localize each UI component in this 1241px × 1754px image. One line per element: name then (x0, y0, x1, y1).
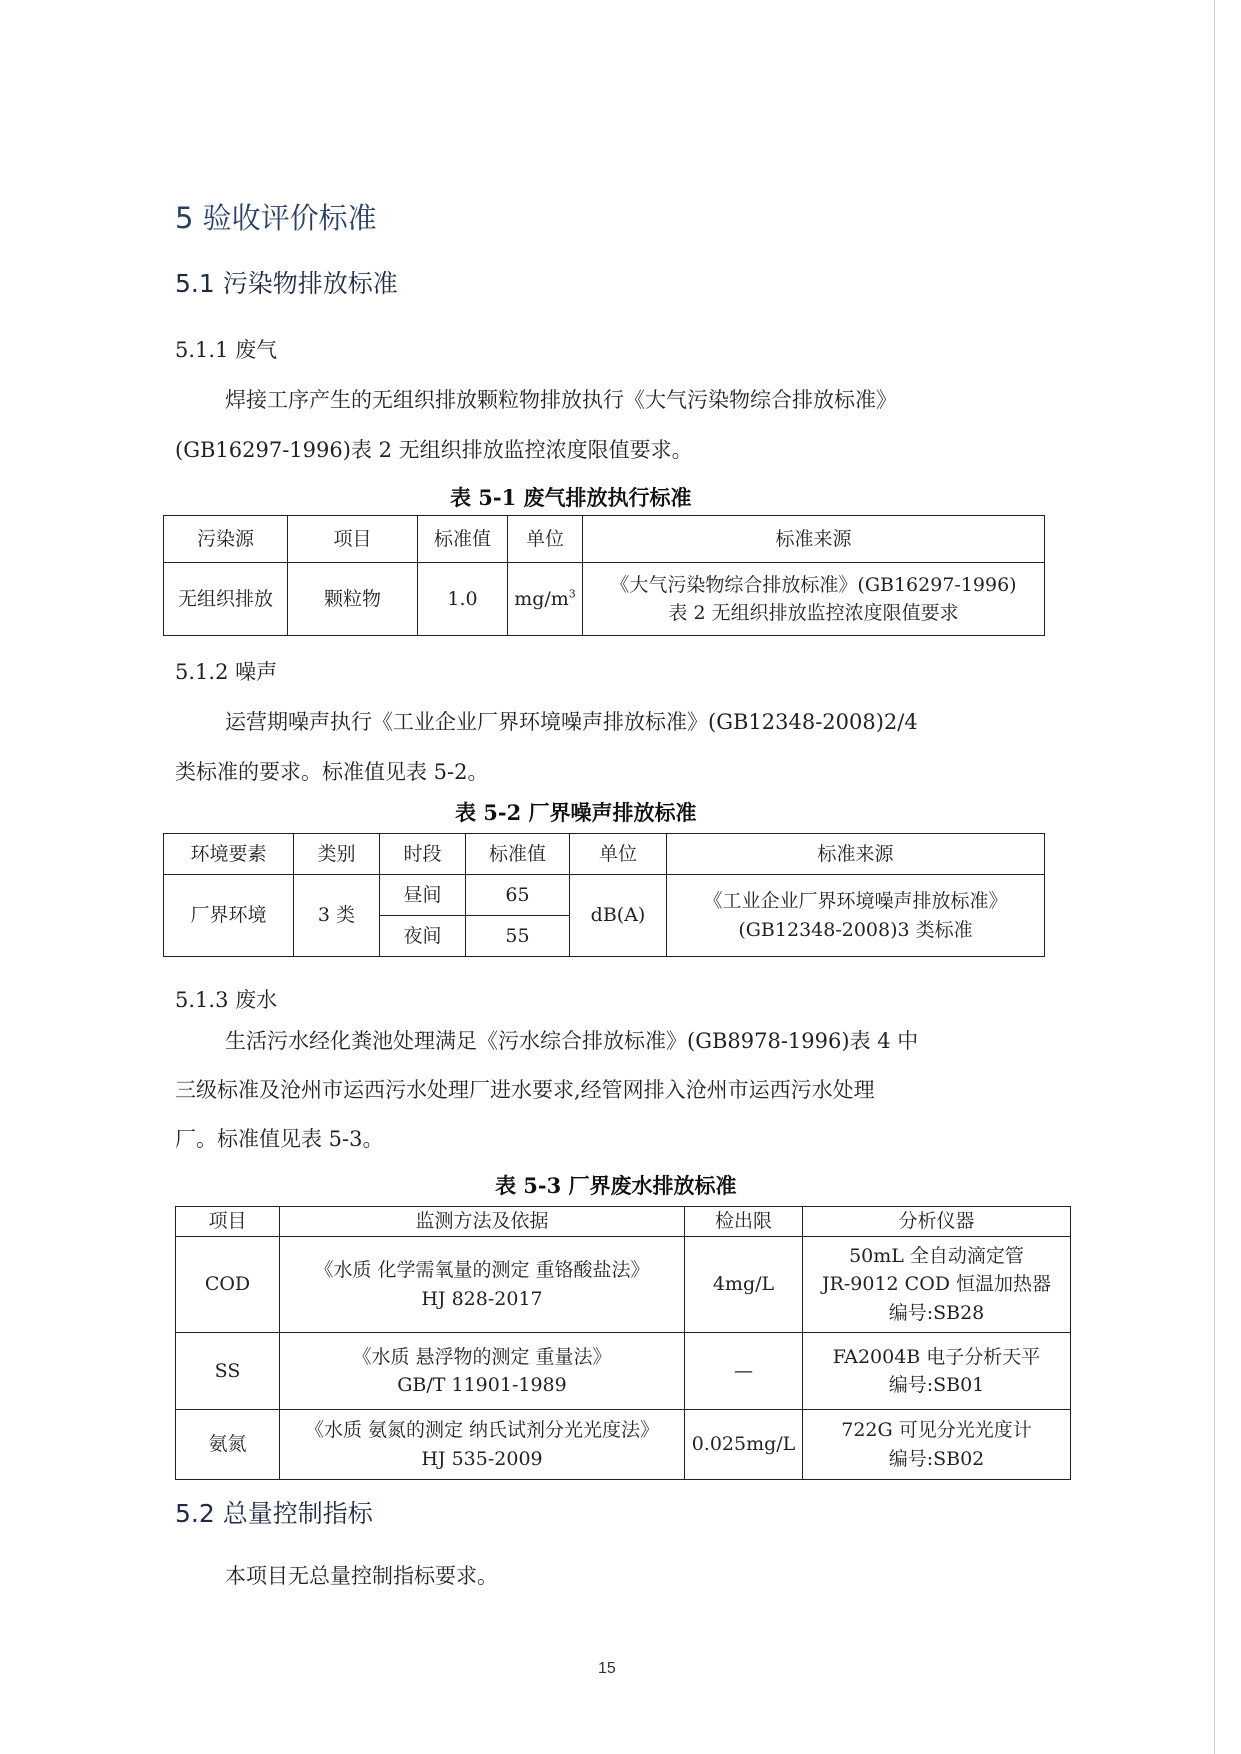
cell-item: COD (176, 1237, 280, 1333)
cell-unit: dB(A) (570, 875, 667, 957)
cell-unit (508, 563, 583, 636)
paragraph-waste-gas-line1: 焊接工序产生的无组织排放颗粒物排放执行《大气污染物综合排放标准》 (225, 388, 897, 412)
section-5-heading: 5 验收评价标准 (175, 201, 377, 235)
table-row (176, 1410, 1071, 1480)
standard-line2: (GB12348-2008)3 类标准 (738, 918, 973, 941)
cell-value: 65 (466, 875, 570, 916)
paragraph-total-control: 本项目无总量控制指标要求。 (225, 1564, 498, 1588)
instrument-line2: 编号:SB01 (888, 1374, 985, 1396)
header-cell: 环境要素 (164, 834, 294, 875)
section-5-1-3-heading: 5.1.3 废水 (175, 988, 278, 1012)
table-header-row (176, 1207, 1071, 1237)
instrument-line1: 50mL 全自动滴定管 (849, 1244, 1024, 1267)
page-edge-line (1214, 0, 1215, 1754)
cell-limit: — (685, 1333, 803, 1410)
section-5-1-1-heading: 5.1.1 废气 (175, 338, 278, 362)
header-cell: 监测方法及依据 (280, 1207, 685, 1237)
section-5-1-2-heading: 5.1.2 噪声 (175, 660, 278, 684)
table-row (164, 563, 1045, 636)
header-cell: 标准来源 (583, 516, 1045, 563)
header-cell: 单位 (508, 516, 583, 563)
cell-value: 1.0 (418, 563, 508, 636)
cell-period: 夜间 (380, 916, 466, 957)
unit-superscript: 3 (568, 587, 576, 601)
method-line2: HJ 535-2009 (421, 1447, 543, 1470)
cell-limit: 4mg/L (685, 1237, 803, 1333)
cell-method (280, 1237, 685, 1333)
header-cell: 时段 (380, 834, 466, 875)
header-cell: 污染源 (164, 516, 288, 563)
cell-element: 厂界环境 (164, 875, 294, 957)
cell-method (280, 1410, 685, 1480)
table-header-row (164, 516, 1045, 563)
header-cell: 项目 (288, 516, 418, 563)
header-cell: 分析仪器 (803, 1207, 1071, 1237)
standard-line2: 表 2 无组织排放监控浓度限值要求 (668, 602, 959, 624)
paragraph-noise-line2: 类标准的要求。标准值见表 5-2。 (175, 760, 489, 784)
table-5-2-caption: 表 5-2 厂界噪声排放标准 (455, 800, 697, 825)
cell-period: 昼间 (380, 875, 466, 916)
table-row (176, 1333, 1071, 1410)
instrument-line2: 编号:SB02 (888, 1447, 985, 1470)
paragraph-wastewater-line3: 厂。标准值见表 5-3。 (175, 1127, 384, 1151)
table-5-1-caption: 表 5-1 废气排放执行标准 (450, 485, 692, 510)
cell-standard (583, 563, 1045, 636)
cell-instrument (803, 1333, 1071, 1410)
header-cell: 标准值 (466, 834, 570, 875)
instrument-line1: 722G 可见分光光度计 (841, 1419, 1032, 1441)
table-5-2 (163, 833, 1045, 957)
instrument-line1: FA2004B 电子分析天平 (832, 1345, 1041, 1368)
header-cell: 单位 (570, 834, 667, 875)
header-cell: 项目 (176, 1207, 280, 1237)
header-cell: 类别 (294, 834, 380, 875)
standard-line1: 《工业企业厂界环境噪声排放标准》 (703, 890, 1008, 912)
cell-value: 55 (466, 916, 570, 957)
section-5-1-heading: 5.1 污染物排放标准 (175, 269, 398, 298)
header-cell: 标准值 (418, 516, 508, 563)
header-cell: 检出限 (685, 1207, 803, 1237)
table-row (164, 875, 1045, 916)
cell-item: 氨氮 (176, 1410, 280, 1480)
cell-item: SS (176, 1333, 280, 1410)
instrument-line2: JR-9012 COD 恒温加热器 (821, 1273, 1052, 1296)
cell-method (280, 1333, 685, 1410)
paragraph-wastewater-line1: 生活污水经化粪池处理满足《污水综合排放标准》(GB8978-1996)表 4 中 (225, 1029, 919, 1053)
table-5-3-caption: 表 5-3 厂界废水排放标准 (495, 1173, 737, 1198)
method-line1: 《水质 化学需氧量的测定 重铬酸盐法》 (314, 1259, 650, 1281)
method-line1: 《水质 氨氮的测定 纳氏试剂分光光度法》 (304, 1419, 660, 1441)
unit-text: mg/m (514, 587, 569, 610)
method-line1: 《水质 悬浮物的测定 重量法》 (352, 1345, 612, 1368)
cell-instrument (803, 1237, 1071, 1333)
standard-line1: 《大气污染物综合排放标准》(GB16297-1996) (610, 573, 1017, 596)
method-line2: HJ 828-2017 (421, 1287, 543, 1310)
cell-category: 3 类 (294, 875, 380, 957)
cell-standard (667, 875, 1045, 957)
table-header-row (164, 834, 1045, 875)
cell-source: 无组织排放 (164, 563, 288, 636)
table-5-1 (163, 515, 1045, 636)
section-5-2-heading: 5.2 总量控制指标 (175, 1499, 373, 1528)
header-cell: 标准来源 (667, 834, 1045, 875)
instrument-line3: 编号:SB28 (888, 1301, 985, 1324)
page-number: 15 (598, 1660, 616, 1677)
cell-item: 颗粒物 (288, 563, 418, 636)
paragraph-wastewater-line2: 三级标准及沧州市运西污水处理厂进水要求,经管网排入沧州市运西污水处理 (175, 1078, 875, 1102)
table-5-3 (175, 1206, 1071, 1480)
cell-instrument (803, 1410, 1071, 1480)
cell-limit: 0.025mg/L (685, 1410, 803, 1480)
table-row (176, 1237, 1071, 1333)
method-line2: GB/T 11901-1989 (397, 1374, 567, 1396)
paragraph-noise-line1: 运营期噪声执行《工业企业厂界环境噪声排放标准》(GB12348-2008)2/4 (225, 710, 918, 734)
paragraph-waste-gas-line2: (GB16297-1996)表 2 无组织排放监控浓度限值要求。 (175, 438, 693, 462)
